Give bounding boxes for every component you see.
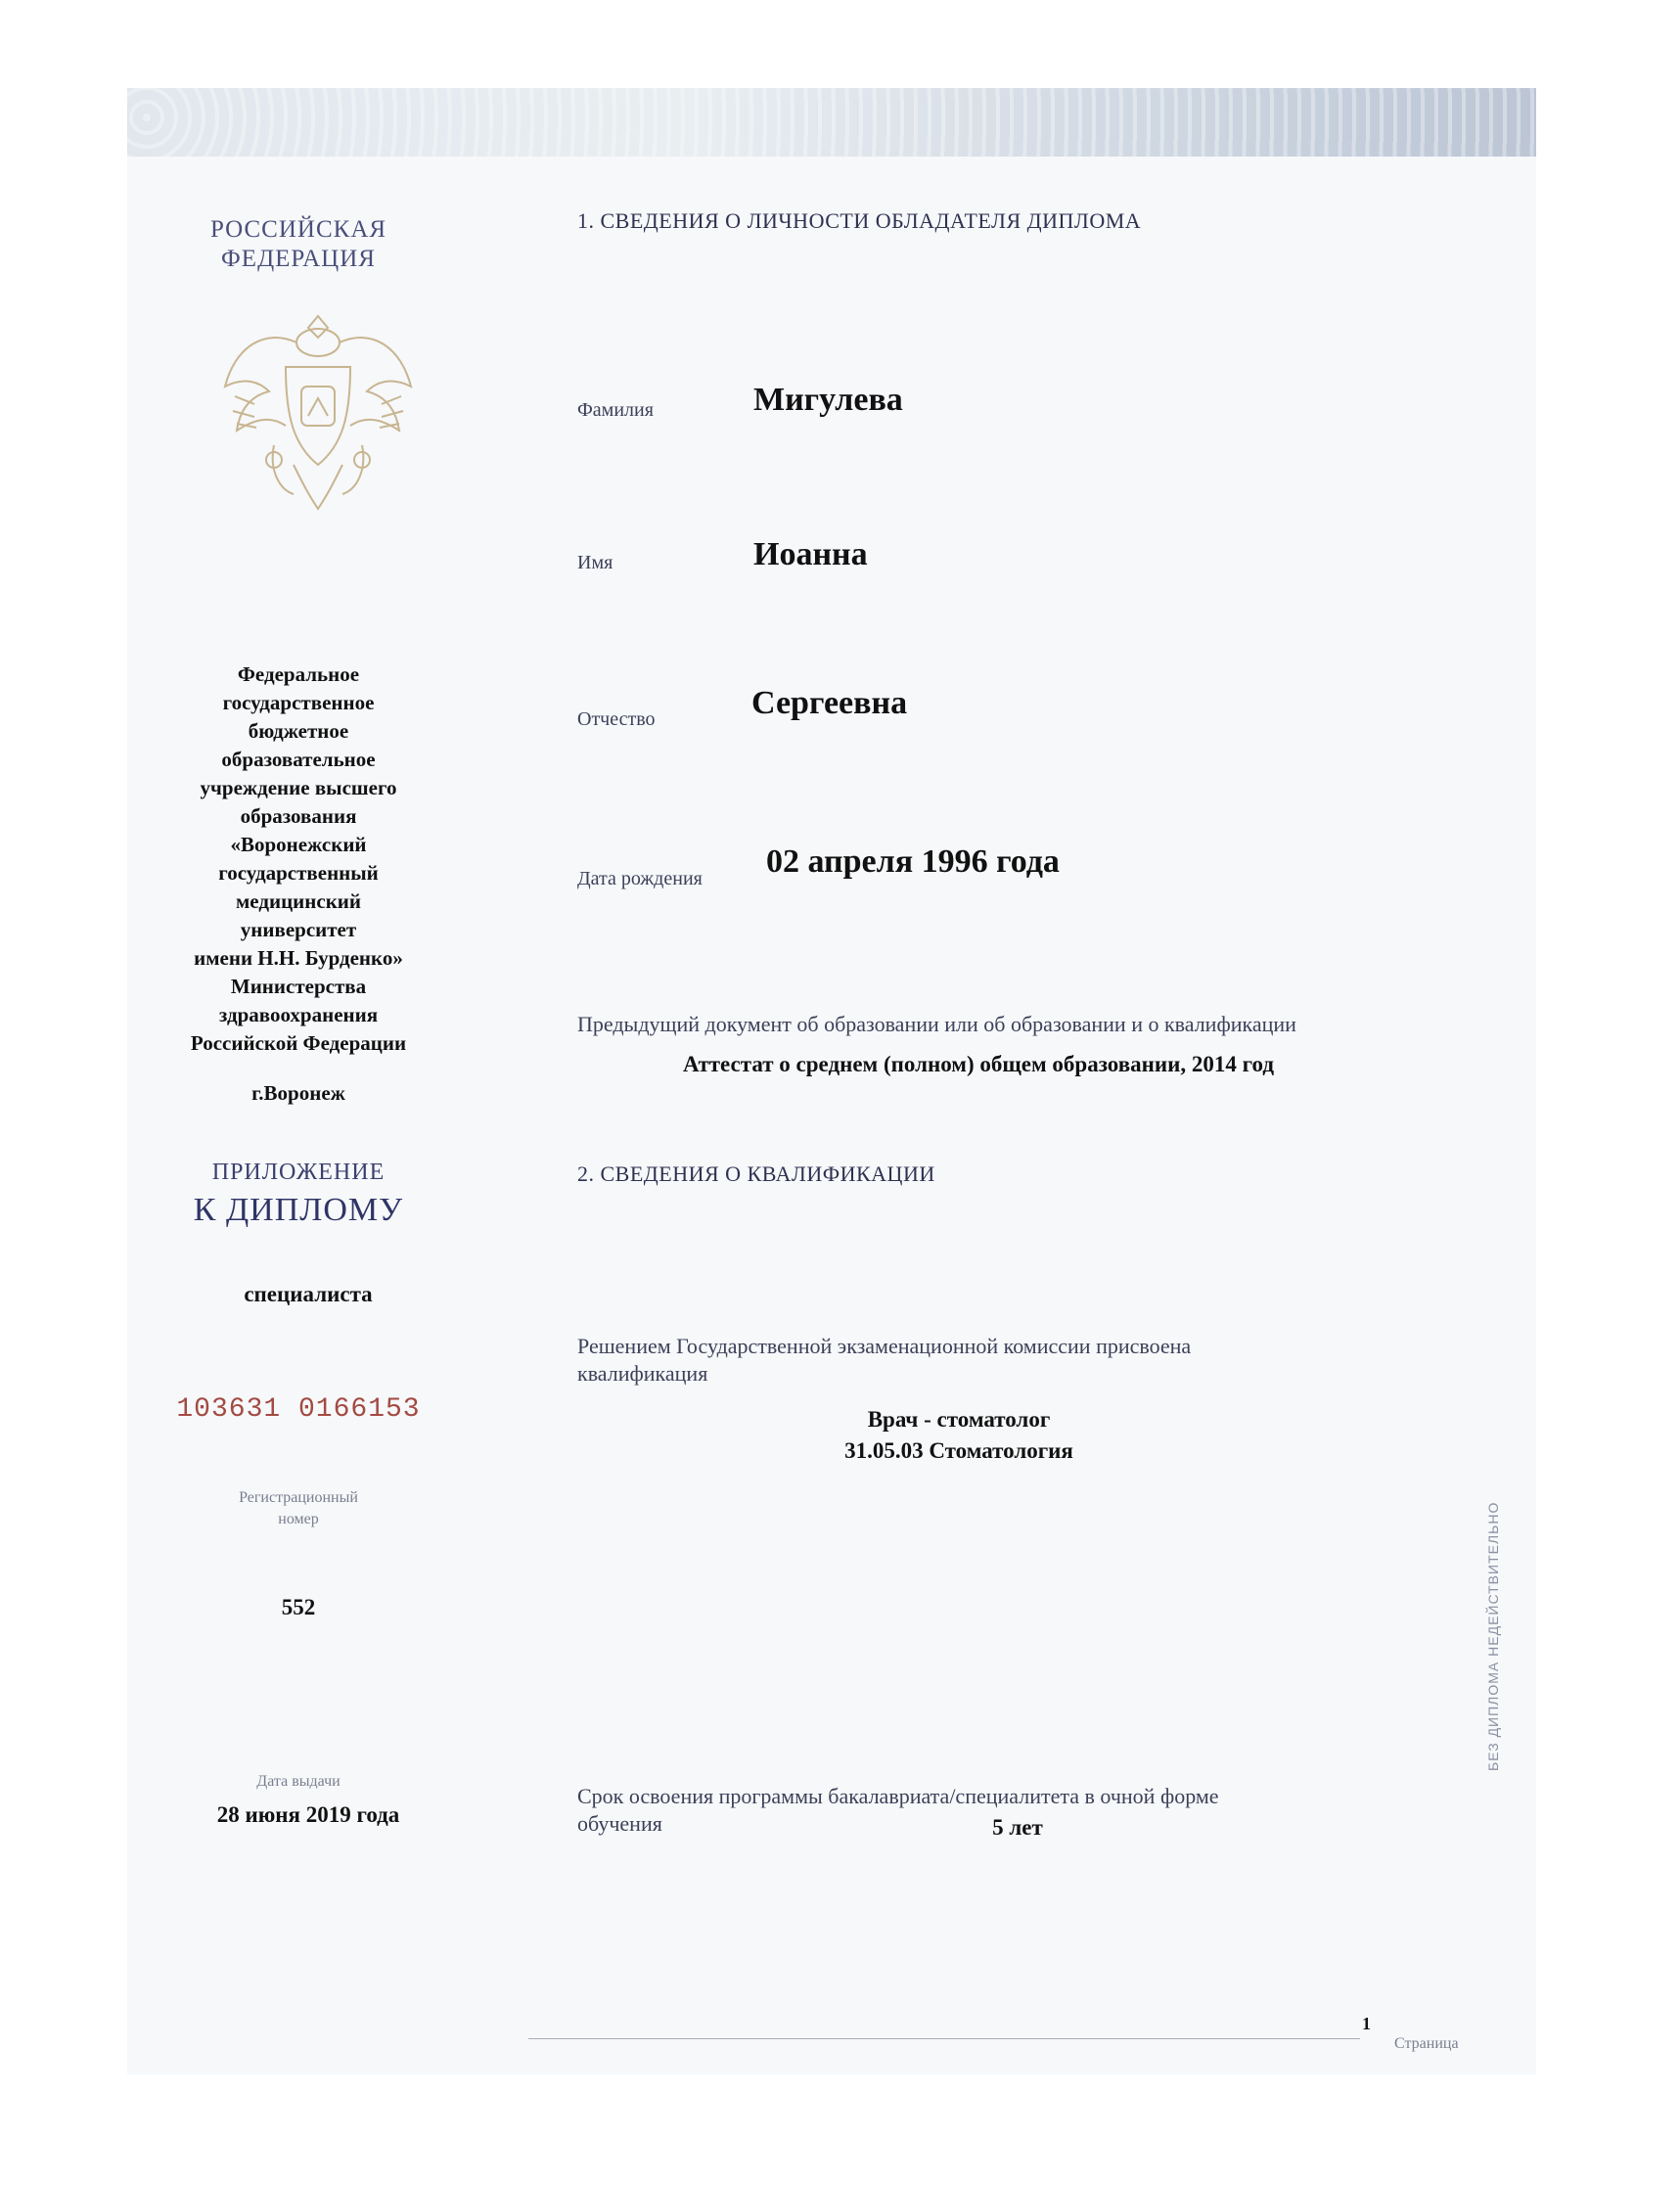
- city: г.Воронеж: [251, 1081, 345, 1105]
- degree-level: специалиста: [244, 1282, 373, 1306]
- qualification-value: Врач - стоматолог: [867, 1407, 1051, 1432]
- page-number: 1: [1362, 2014, 1371, 2033]
- institution-line: имени Н.Н. Бурденко»: [194, 946, 403, 970]
- country-line-2: ФЕДЕРАЦИЯ: [221, 246, 376, 272]
- birth-date-value: 02 апреля 1996 года: [766, 843, 1060, 880]
- birth-date-label: Дата рождения: [577, 868, 703, 889]
- institution-line: бюджетное: [248, 719, 349, 743]
- name-label: Имя: [577, 552, 613, 573]
- section-2-title: 2. СВЕДЕНИЯ О КВАЛИФИКАЦИИ: [577, 1161, 935, 1186]
- patronymic-label: Отчество: [577, 708, 656, 730]
- left-panel: [127, 88, 499, 2074]
- name-value: Иоанна: [753, 536, 868, 572]
- surname-label: Фамилия: [577, 399, 654, 421]
- institution-line: государственное: [222, 691, 375, 714]
- duration-line-1: Срок освоения программы бакалавриата/специалитета в очной форме: [577, 1784, 1219, 1808]
- institution-line: учреждение высшего: [200, 776, 397, 799]
- institution-line: здравоохранения: [218, 1003, 379, 1026]
- specialty-value: 31.05.03 Стоматология: [844, 1438, 1073, 1463]
- study-duration-label: [577, 1783, 1219, 1838]
- issue-date-label: Дата выдачи: [256, 1773, 341, 1790]
- diploma-sheet: [127, 88, 1536, 2074]
- country-line-1: РОССИЙСКАЯ: [209, 216, 387, 243]
- validity-note: БЕЗ ДИПЛОМА НЕДЕЙСТВИТЕЛЬНО: [1485, 1501, 1501, 1771]
- institution-line: государственный: [218, 861, 379, 885]
- decision-line-1: Решением Государственной экзаменационной комиссии присвоена: [577, 1334, 1192, 1358]
- study-duration-value: 5 лет: [992, 1815, 1043, 1840]
- registration-number: 552: [281, 1595, 316, 1619]
- appendix-title-line-1: ПРИЛОЖЕНИЕ: [211, 1160, 386, 1185]
- previous-document-value: Аттестат о среднем (полном) общем образовании, 2014 год: [683, 1052, 1274, 1076]
- duration-line-2: обучения: [577, 1811, 662, 1836]
- coat-of-arms-icon: [215, 298, 421, 523]
- serial-number: 103631 0166153: [176, 1394, 421, 1425]
- institution-line: Министерства: [230, 975, 367, 998]
- institution-line: образования: [240, 804, 357, 828]
- institution-line: образовательное: [221, 748, 376, 771]
- issue-date: 28 июня 2019 года: [216, 1802, 400, 1827]
- institution-name: [176, 660, 421, 1058]
- country-name: [186, 215, 411, 274]
- page-label: Страница: [1394, 2035, 1459, 2052]
- institution-line: «Воронежский: [230, 833, 367, 856]
- section-1-title: 1. СВЕДЕНИЯ О ЛИЧНОСТИ ОБЛАДАТЕЛЯ ДИПЛОМА: [577, 208, 1142, 233]
- institution-line: Федеральное: [237, 662, 360, 686]
- institution-line: Российской Федерации: [190, 1031, 407, 1055]
- registration-label-line-2: номер: [278, 1511, 319, 1527]
- previous-document-label: Предыдущий документ об образовании или об образовании и о квалификации: [577, 1012, 1296, 1036]
- footer-divider: [528, 2038, 1360, 2039]
- patronymic-value: Сергеевна: [751, 685, 908, 721]
- appendix-title-line-2: К ДИПЛОМУ: [193, 1192, 404, 1228]
- registration-label-line-1: Регистрационный: [239, 1489, 358, 1506]
- institution-line: медицинский: [236, 889, 361, 913]
- decision-line-2: квалификация: [577, 1361, 708, 1386]
- qualification-decision-label: [577, 1333, 1191, 1388]
- institution-line: университет: [240, 918, 357, 941]
- surname-value: Мигулева: [753, 382, 903, 418]
- registration-label: [196, 1487, 401, 1530]
